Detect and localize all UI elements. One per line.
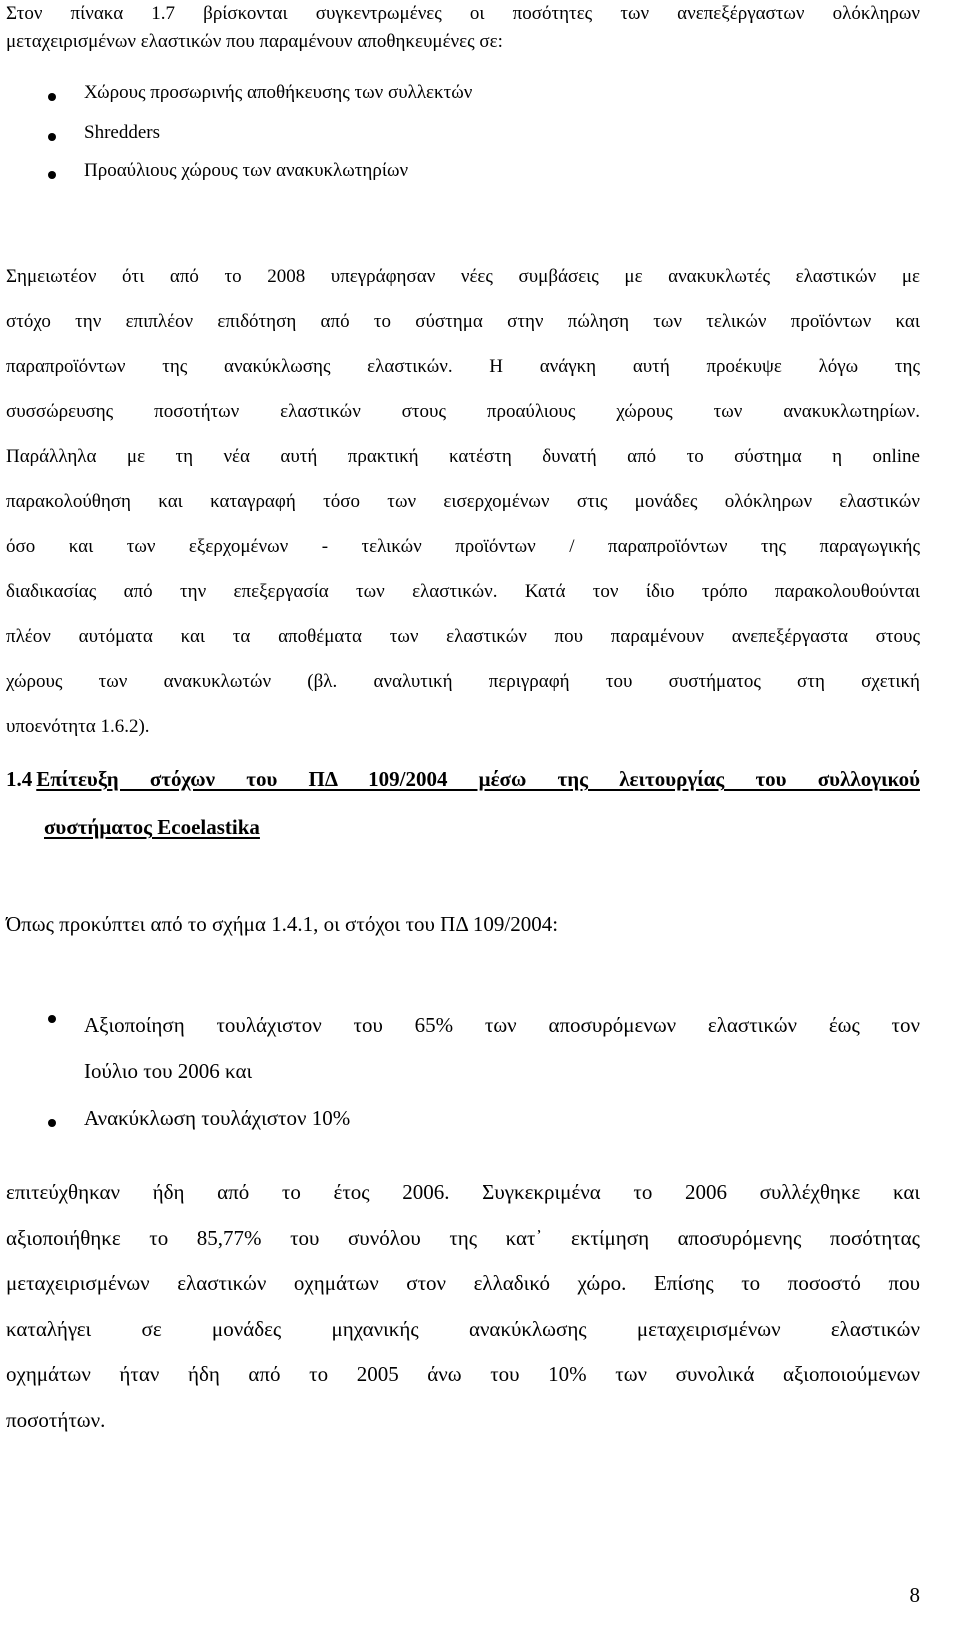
paragraph-recycling-contracts — [6, 254, 920, 434]
list-item-label — [84, 1002, 920, 1094]
page-number: 8 — [909, 1583, 920, 1607]
section-number: 1.4 — [6, 767, 33, 791]
bullet-icon — [48, 1119, 56, 1127]
intro-paragraph — [6, 0, 920, 56]
targets-list — [6, 1006, 920, 1150]
paragraph-line: επιτεύχθηκαν ήδη από το έτος 2006. Συγκεκριμένα το 2006 συλλέχθηκε και — [6, 1180, 920, 1204]
section-heading — [6, 756, 920, 850]
paragraph-line: μεταχειρισμένων ελαστικών οχημάτων στον ελλαδικό χώρο. Επίσης το ποσοστό που — [6, 1271, 920, 1295]
targets-intro-text: Όπως προκύπτει από το σχήμα 1.4.1, οι στόχοι του ΠΔ 109/2004: — [6, 912, 559, 936]
paragraph-line: Παράλληλα με τη νέα αυτή πρακτική κατέστη δυνατή από το σύστημα η online — [6, 446, 920, 467]
paragraph-line: καταλήγει σε μονάδες μηχανικής ανακύκλωσης μεταχειρισμένων ελαστικών — [6, 1316, 920, 1341]
target-line: Αξιοποίηση τουλάχιστον του 65% των αποσυρόμενων ελαστικών έως τον — [84, 1013, 920, 1037]
paragraph-line: οχημάτων ήταν ήδη από το 2005 άνω του 10% των συνολικά αξιοποιούμενων — [6, 1362, 920, 1386]
paragraph-line: ποσοτήτων. — [6, 1407, 106, 1432]
list-item — [6, 82, 920, 122]
targets-intro — [6, 910, 920, 938]
target-line: Ιούλιο του 2006 και — [84, 1059, 253, 1083]
list-item-label: Shredders — [84, 122, 160, 143]
bullet-icon — [48, 1015, 56, 1023]
paragraph-line: παραπροϊόντων της ανακύκλωσης ελαστικών. Η ανάγκη αυτή προέκυψε λόγω της — [6, 356, 920, 377]
paragraph-line: διαδικασίας από την επεξεργασία των ελαστικών. Κατά τον ίδιο τρόπο παρακολουθούνται — [6, 581, 920, 602]
list-item — [6, 160, 920, 198]
section-title-line-1: Επίτευξη στόχων του ΠΔ 109/2004 μέσω της λειτουργίας του συλλογικού — [36, 767, 920, 791]
intro-line-1: Στον πίνακα 1.7 βρίσκονται συγκεντρωμένες οι ποσότητες των ανεπεξέργαστων ολόκληρων — [6, 3, 920, 24]
bullet-icon — [48, 93, 56, 101]
paragraph-line: αξιοποιήθηκε το 85,77% του συνόλου της κατ᾽ εκτίμηση αποσυρόμενης ποσότητας — [6, 1225, 920, 1250]
paragraph-line: στόχο την επιπλέον επιδότηση από το σύστημα στην πώληση των τελικών προϊόντων και — [6, 311, 920, 332]
intro-line-2: μεταχειρισμένων ελαστικών που παραμένουν αποθηκευμένες σε: — [6, 31, 503, 52]
storage-list — [6, 82, 920, 198]
list-item-label: Προαύλιους χώρους των ανακυκλωτηρίων — [84, 160, 409, 181]
paragraph-line: Σημειωτέον ότι από το 2008 υπεγράφησαν νέες συμβάσεις με ανακυκλωτές ελαστικών με — [6, 266, 920, 287]
section-heading-line-1 — [6, 756, 920, 802]
paragraph-online-monitoring — [6, 434, 920, 749]
paragraph-line: παρακολούθηση και καταγραφή τόσο των εισερχομένων στις μονάδες ολόκληρων ελαστικών — [6, 491, 920, 512]
paragraph-line: συσσώρευσης ποσοτήτων ελαστικών στους προαύλιους χώρους των ανακυκλωτηρίων. — [6, 401, 920, 422]
section-heading-line-2 — [6, 804, 920, 850]
list-item — [6, 122, 920, 160]
paragraph-achievement — [6, 1170, 920, 1443]
list-item — [6, 1106, 920, 1150]
bullet-icon — [48, 171, 56, 179]
paragraph-line: όσο και των εξερχομένων - τελικών προϊόντων / παραπροϊόντων της παραγωγικής — [6, 536, 920, 557]
paragraph-line: υποενότητα 1.6.2). — [6, 716, 150, 737]
list-item-label: Ανακύκλωση τουλάχιστον 10% — [84, 1106, 351, 1130]
paragraph-line: πλέον αυτόματα και τα αποθέματα των ελαστικών που παραμένουν ανεπεξέργαστα στους — [6, 626, 920, 647]
list-item-label: Χώρους προσωρινής αποθήκευσης των συλλεκτών — [84, 82, 473, 103]
paragraph-line: χώρους των ανακυκλωτών (βλ. αναλυτική περιγραφή του συστήματος στη σχετική — [6, 671, 920, 692]
section-title-line-2: συστήματος Ecoelastika — [44, 815, 260, 839]
bullet-icon — [48, 133, 56, 141]
list-item — [6, 1006, 920, 1110]
